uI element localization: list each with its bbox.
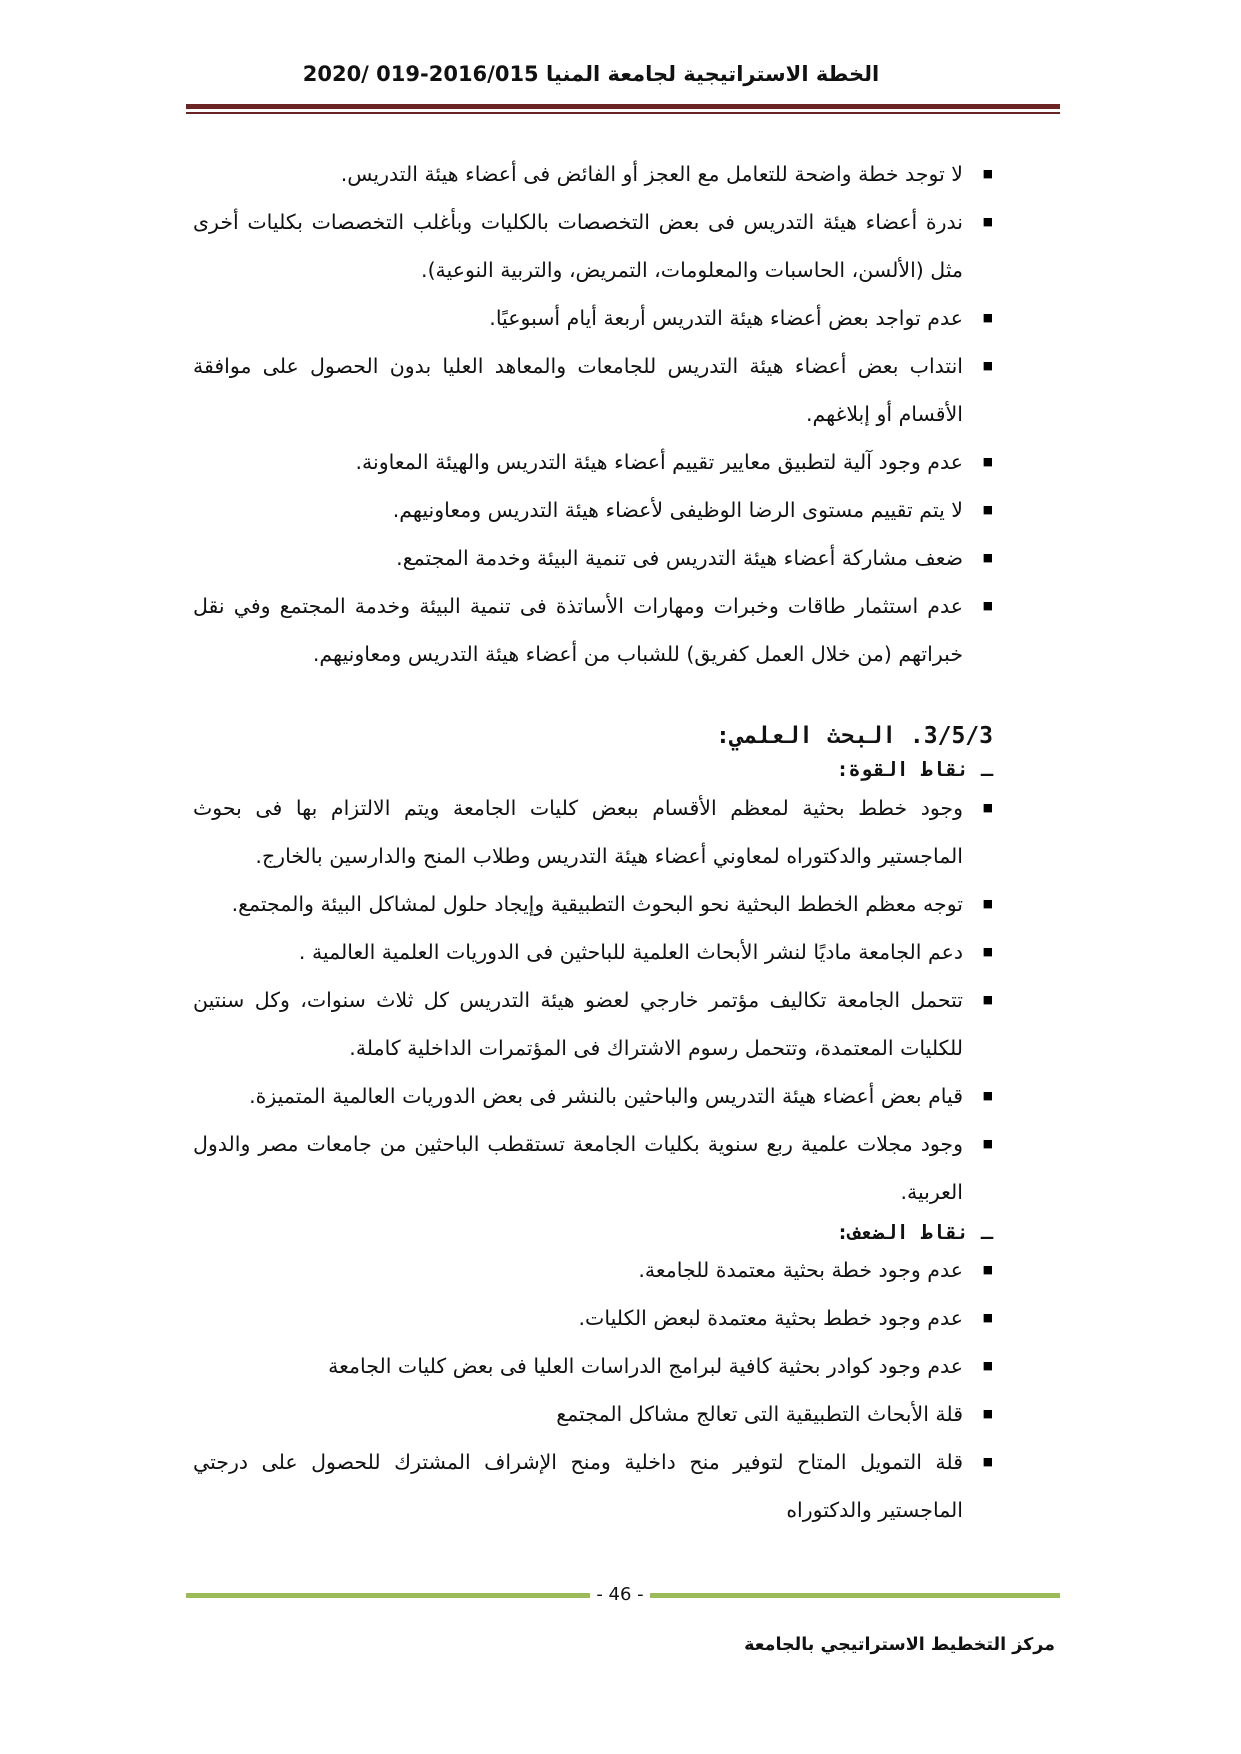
list-item: ■ دعم الجامعة ماديًا لنشر الأبحاث العلمية للباحثين فى الدوريات العلمية العالمية . (193, 928, 993, 976)
square-bullet-icon: ■ (982, 455, 993, 468)
list-item: ■ عدم تواجد بعض أعضاء هيئة التدريس أربعة أيام أسبوعيًا. (193, 294, 993, 342)
list-item: ■ عدم استثمار طاقات وخبرات ومهارات الأساتذة فى تنمية البيئة وخدمة المجتمع وفي نقل خبراتهم (من خلال العمل كفريق) للشباب من أعضاء هيئة التدريس ومعاونيهم. (193, 582, 993, 678)
square-bullet-icon: ■ (982, 897, 993, 910)
header-title (241, 62, 941, 86)
square-bullet-icon: ■ (982, 551, 993, 564)
list-item: ■ توجه معظم الخطط البحثية نحو البحوث التطبيقية وإيجاد حلول لمشاكل البيئة والمجتمع. (193, 880, 993, 928)
list-item: ■ ضعف مشاركة أعضاء هيئة التدريس فى تنمية البيئة وخدمة المجتمع. (193, 534, 993, 582)
list-item: ■ لا يتم تقييم مستوى الرضا الوظيفى لأعضاء هيئة التدريس ومعاونيهم. (193, 486, 993, 534)
square-bullet-icon: ■ (982, 1311, 993, 1324)
square-bullet-icon: ■ (982, 359, 993, 372)
square-bullet-icon: ■ (982, 167, 993, 180)
list-item: ■ قلة التمويل المتاح لتوفير منح داخلية ومنح الإشراف المشترك للحصول على درجتي الماجستير والدكتوراه (193, 1438, 993, 1534)
square-bullet-icon: ■ (982, 503, 993, 516)
square-bullet-icon: ■ (982, 1407, 993, 1420)
strengths-list (193, 784, 993, 1216)
header-rule-thick (186, 104, 1060, 109)
header-title-text: الخطة الاستراتيجية لجامعة المنيا (545, 62, 880, 86)
list-item: ■ تتحمل الجامعة تكاليف مؤتمر خارجي لعضو هيئة التدريس كل ثلاث سنوات، وكل سنتين للكليات المعتمدة، وتتحمل رسوم الاشتراك فى المؤتمرات الداخلية كاملة. (193, 976, 993, 1072)
page-content (193, 150, 993, 1534)
list-item: ■ قيام بعض أعضاء هيئة التدريس والباحثين بالنشر فى بعض الدوريات العالمية المتميزة. (193, 1072, 993, 1120)
square-bullet-icon: ■ (982, 1455, 993, 1468)
header-rule-thin (186, 112, 1060, 114)
list-item: ■ لا توجد خطة واضحة للتعامل مع العجز أو الفائض فى أعضاء هيئة التدريس. (193, 150, 993, 198)
square-bullet-icon: ■ (982, 1359, 993, 1372)
list-item: ■ عدم وجود خطة بحثية معتمدة للجامعة. (193, 1246, 993, 1294)
list-item: ■ وجود خطط بحثية لمعظم الأقسام ببعض كليات الجامعة ويتم الالتزام بها فى بحوث الماجستير والدكتوراه لمعاوني أعضاء هيئة التدريس وطلاب المنح والدارسين بالخارج. (193, 784, 993, 880)
square-bullet-icon: ■ (982, 801, 993, 814)
list-item: ■ عدم وجود خطط بحثية معتمدة لبعض الكليات. (193, 1294, 993, 1342)
section-title: 3/5/3. البحث العلمي: (716, 723, 993, 749)
list-item: ■ وجود مجلات علمية ربع سنوية بكليات الجامعة تستقطب الباحثين من جامعات مصر والدول العربية. (193, 1120, 993, 1216)
square-bullet-icon: ■ (982, 599, 993, 612)
list-item: ■ انتداب بعض أعضاء هيئة التدريس للجامعات والمعاهد العليا بدون الحصول على موافقة الأقسام أو إبلاغهم. (193, 342, 993, 438)
list-item: ■ عدم وجود آلية لتطبيق معايير تقييم أعضاء هيئة التدريس والهيئة المعاونة. (193, 438, 993, 486)
strengths-title: ـ نقاط القوة: (836, 757, 993, 781)
page-number: - 46 - (590, 1584, 650, 1605)
section-gap (193, 678, 993, 718)
footer-center-name: مركز التخطيط الاستراتيجي بالجامعة (744, 1635, 1055, 1655)
square-bullet-icon: ■ (982, 311, 993, 324)
intro-list (193, 150, 993, 678)
list-item: ■ قلة الأبحاث التطبيقية التى تعالج مشاكل المجتمع (193, 1390, 993, 1438)
header-years: 2020/ 019-2016/015 (302, 62, 539, 86)
weaknesses-title: ـ نقاط الضعف: (836, 1220, 993, 1244)
list-item: ■ ندرة أعضاء هيئة التدريس فى بعض التخصصات بالكليات وبأغلب التخصصات بكليات أخرى مثل (الألسن، الحاسبات والمعلومات، التمريض، والتربية النوعية). (193, 198, 993, 294)
square-bullet-icon: ■ (982, 1137, 993, 1150)
square-bullet-icon: ■ (982, 1263, 993, 1276)
weaknesses-list (193, 1246, 993, 1534)
square-bullet-icon: ■ (982, 215, 993, 228)
square-bullet-icon: ■ (982, 993, 993, 1006)
square-bullet-icon: ■ (982, 945, 993, 958)
list-item: ■ عدم وجود كوادر بحثية كافية لبرامج الدراسات العليا فى بعض كليات الجامعة (193, 1342, 993, 1390)
square-bullet-icon: ■ (982, 1089, 993, 1102)
